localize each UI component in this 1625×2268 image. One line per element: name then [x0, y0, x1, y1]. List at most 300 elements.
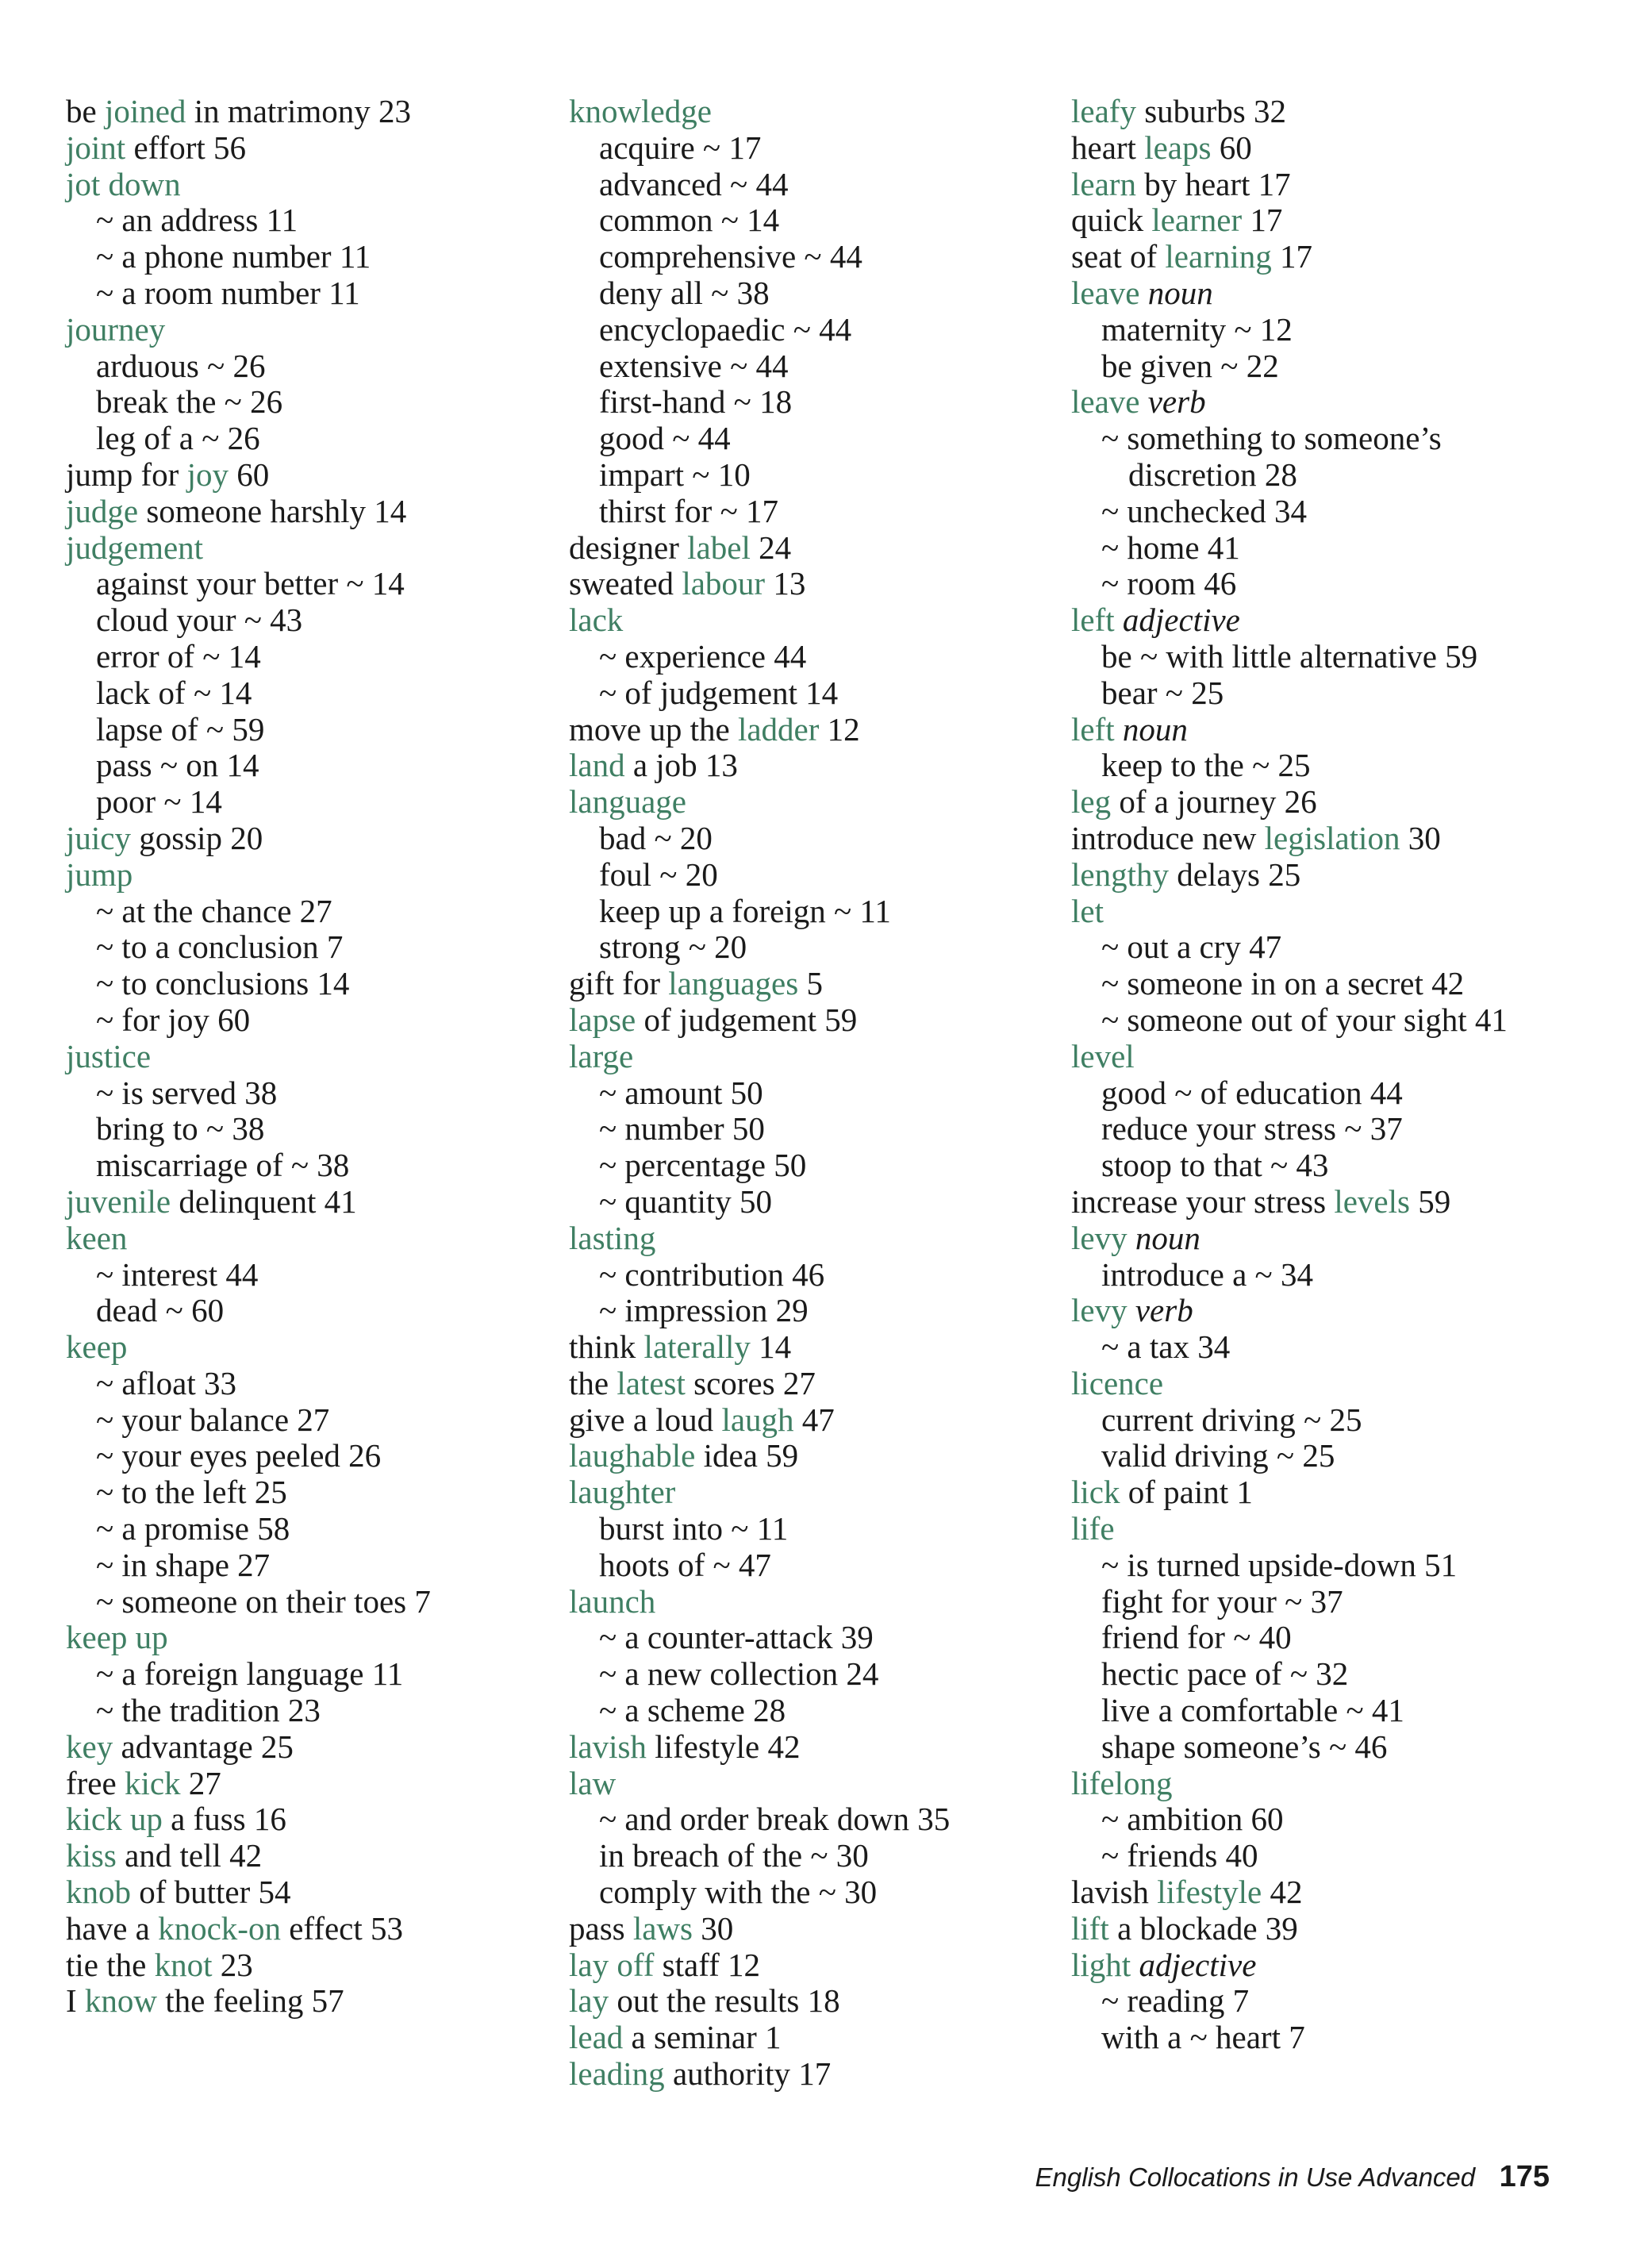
index-subentry: [66, 966, 558, 1002]
entry-text: introduce new: [1071, 819, 1265, 856]
entry-text: maternity ~ 12: [1101, 310, 1293, 348]
entry-text: fight for your ~ 37: [1101, 1582, 1343, 1620]
entry-text: [1131, 1947, 1139, 1983]
headword-text: labour: [682, 565, 766, 602]
index-subentry: [66, 1511, 558, 1547]
headword-text: levels: [1334, 1182, 1410, 1220]
entry-text: ~ is turned upside-down 51: [1101, 1546, 1458, 1583]
entry-text: out the results 18: [609, 1982, 840, 2020]
entry-text: ~ your balance 27: [96, 1401, 330, 1438]
index-subentry: [66, 1293, 558, 1329]
index-headword-entry: [569, 712, 1061, 748]
headword-text: justice: [66, 1037, 152, 1074]
entry-text: suburbs 32: [1135, 93, 1287, 129]
index-subentry: [569, 1801, 1061, 1838]
index-headword-entry: [569, 1438, 1061, 1474]
entry-text: arduous ~ 26: [96, 347, 266, 384]
index-subentry: [1071, 929, 1563, 966]
entry-text: ~ a phone number 11: [96, 238, 371, 275]
headword-text: lift: [1071, 1909, 1109, 1947]
index-subentry: [66, 384, 558, 421]
headword-text: lay: [569, 1982, 609, 2020]
index-subentry: [66, 1257, 558, 1294]
headword-text: lengthy: [1071, 855, 1169, 893]
index-headword-entry: [1071, 602, 1563, 639]
entry-text: ~ interest 44: [96, 1255, 259, 1293]
headword-text: jot down: [66, 165, 181, 202]
index-headword-entry: [1071, 1039, 1563, 1075]
entry-text: bring to ~ 38: [96, 1110, 265, 1147]
entry-text: authority 17: [664, 2055, 832, 2093]
book-title: English Collocations in Use Advanced: [1035, 2162, 1476, 2192]
index-subentry: [1071, 1329, 1563, 1366]
headword-text: leading: [569, 2055, 665, 2093]
index-subentry: [569, 894, 1061, 930]
entry-text: introduce a ~ 34: [1101, 1255, 1313, 1293]
entry-text: give a loud: [569, 1401, 722, 1438]
part-of-speech: noun: [1122, 710, 1188, 748]
index-headword-entry: [66, 530, 558, 567]
index-headword-entry: [1071, 1947, 1563, 1984]
entry-text: 60: [1211, 129, 1252, 166]
entry-text: ~ ambition 60: [1101, 1801, 1284, 1838]
entry-text: [1139, 383, 1147, 420]
index-column-2: [569, 94, 1061, 2093]
entry-text: friend for ~ 40: [1101, 1619, 1292, 1656]
index-headword-entry: [1071, 784, 1563, 821]
index-subentry: [569, 1147, 1061, 1184]
index-headword-entry: [569, 1220, 1061, 1257]
index-subentry: [66, 1366, 558, 1402]
index-subentry: [569, 1511, 1061, 1547]
index-subentry: [569, 421, 1061, 457]
index-subentry: [66, 1402, 558, 1439]
entry-text: 27: [180, 1764, 221, 1801]
headword-text: laterally: [643, 1328, 751, 1366]
entry-text: valid driving ~ 25: [1101, 1437, 1335, 1474]
index-subentry: [569, 130, 1061, 167]
entry-text: ~ an address 11: [96, 202, 298, 239]
entry-text: [1128, 1292, 1135, 1328]
index-subentry: [1071, 1983, 1563, 2020]
headword-text: juicy: [66, 819, 131, 856]
entry-text: ~ out a cry 47: [1101, 928, 1282, 966]
entry-text: keep to the ~ 25: [1101, 747, 1311, 784]
index-subentry: [569, 821, 1061, 857]
entry-text: of a journey 26: [1111, 783, 1317, 821]
index-subentry: [66, 929, 558, 966]
index-subentry: [569, 1693, 1061, 1729]
headword-text: kick up: [66, 1801, 163, 1838]
entry-text: first-hand ~ 18: [599, 383, 793, 421]
headword-text: keep up: [66, 1619, 168, 1656]
entry-text: ~ a counter-attack 39: [599, 1619, 874, 1656]
entry-text: 30: [693, 1909, 734, 1947]
index-headword-entry: [1071, 1474, 1563, 1511]
page-number: 175: [1499, 2160, 1550, 2193]
entry-text: someone harshly 14: [138, 492, 407, 529]
index-headword-entry: [569, 784, 1061, 821]
headword-text: ladder: [737, 710, 820, 748]
index-subentry: [66, 1584, 558, 1620]
entry-text: ~ at the chance 27: [96, 892, 332, 929]
entry-text: [1128, 1220, 1135, 1256]
entry-text: a fuss 16: [162, 1801, 286, 1838]
headword-text: leg: [1071, 783, 1112, 821]
index-subentry: [1071, 675, 1563, 712]
entry-text: jump for: [66, 456, 187, 493]
index-subentry: [66, 784, 558, 821]
entry-text: ~ contribution 46: [599, 1255, 825, 1293]
index-subentry: [1071, 1693, 1563, 1729]
index-subentry: [569, 1547, 1061, 1584]
index-headword-entry: [569, 1947, 1061, 1984]
entry-text: free: [66, 1764, 125, 1801]
entry-text: ~ someone in on a secret 42: [1101, 965, 1465, 1002]
index-subentry: [1071, 566, 1563, 602]
entry-text: comprehensive ~ 44: [599, 238, 862, 275]
headword-text: learner: [1151, 202, 1243, 239]
index-subentry: [569, 348, 1061, 385]
entry-text: ~ a tax 34: [1101, 1328, 1231, 1366]
index-headword-entry: [1071, 1184, 1563, 1220]
entry-text: seat of: [1071, 238, 1166, 275]
index-subentry: [1071, 530, 1563, 567]
headword-text: knock-on: [158, 1909, 281, 1947]
index-headword-entry: [66, 857, 558, 894]
entry-text: 47: [793, 1401, 835, 1438]
entry-text: ~ percentage 50: [599, 1147, 807, 1184]
headword-text: lavish: [569, 1728, 647, 1765]
entry-text: common ~ 14: [599, 202, 780, 239]
index-subentry: [66, 639, 558, 675]
index-headword-entry: [66, 1766, 558, 1802]
entry-text: ~ and order break down 35: [599, 1801, 951, 1838]
entry-text: ~ impression 29: [599, 1292, 809, 1329]
index-subentry: [66, 1002, 558, 1039]
index-subentry: [569, 1620, 1061, 1656]
index-headword-entry: [569, 966, 1061, 1002]
index-headword-entry: [66, 94, 558, 130]
index-headword-entry: [1071, 712, 1563, 748]
index-headword-entry: [1071, 1220, 1563, 1257]
headword-text: label: [687, 529, 751, 566]
index-subentry: [66, 1693, 558, 1729]
entry-text: effect 53: [280, 1909, 404, 1947]
entry-text: of judgement 59: [636, 1001, 858, 1038]
headword-text: laugh: [721, 1401, 794, 1438]
index-headword-entry: [1071, 1911, 1563, 1947]
entry-text: a job 13: [624, 747, 738, 784]
headword-text: kiss: [66, 1837, 117, 1874]
index-subentry: [66, 1147, 558, 1184]
entry-text: [1139, 275, 1147, 311]
index-headword-entry: [569, 748, 1061, 784]
index-headword-entry: [66, 1220, 558, 1257]
entry-text: ~ quantity 50: [599, 1182, 773, 1220]
index-entry-continuation: [1071, 457, 1563, 494]
entry-text: 24: [750, 529, 792, 566]
entry-text: gift for: [569, 965, 669, 1002]
index-subentry: [66, 748, 558, 784]
index-headword-entry: [66, 1801, 558, 1838]
entry-text: think: [569, 1328, 644, 1366]
index-headword-entry: [66, 821, 558, 857]
entry-text: increase your stress: [1071, 1182, 1335, 1220]
entry-text: ~ unchecked 34: [1101, 492, 1307, 529]
headword-text: keen: [66, 1219, 128, 1256]
index-headword-entry: [66, 1620, 558, 1656]
index-subentry: [569, 1874, 1061, 1911]
headword-text: leafy: [1071, 93, 1136, 129]
index-headword-entry: [569, 2020, 1061, 2056]
headword-text: life: [1071, 1510, 1115, 1547]
headword-text: law: [569, 1764, 617, 1801]
headword-text: judgement: [66, 529, 204, 566]
index-headword-entry: [66, 494, 558, 530]
entry-text: advanced ~ 44: [599, 165, 789, 202]
entry-text: in breach of the ~ 30: [599, 1837, 869, 1874]
entry-text: the: [569, 1364, 617, 1401]
entry-text: [1115, 602, 1123, 638]
index-subentry: [569, 384, 1061, 421]
index-headword-entry: [66, 1983, 558, 2020]
index-subentry: [1071, 494, 1563, 530]
part-of-speech: adjective: [1139, 1946, 1257, 1983]
index-subentry: [569, 929, 1061, 966]
entry-text: poor ~ 14: [96, 783, 222, 821]
entry-text: 59: [1409, 1182, 1451, 1220]
entry-text: ~ something to someone’s: [1101, 420, 1442, 457]
index-subentry: [1071, 421, 1563, 457]
index-subentry: [569, 1111, 1061, 1147]
entry-text: sweated: [569, 565, 682, 602]
entry-text: deny all ~ 38: [599, 274, 770, 311]
index-subentry: [569, 312, 1061, 348]
entry-text: ~ home 41: [1101, 529, 1240, 566]
entry-text: ~ someone on their toes 7: [96, 1582, 431, 1620]
index-headword-entry: [569, 1329, 1061, 1366]
entry-text: cloud your ~ 43: [96, 602, 303, 639]
entry-text: [1115, 711, 1123, 748]
index-headword-entry: [569, 1729, 1061, 1766]
entry-text: thirst for ~ 17: [599, 492, 779, 529]
headword-text: land: [569, 747, 625, 784]
index-subentry: [66, 712, 558, 748]
entry-text: with a ~ heart 7: [1101, 2019, 1305, 2056]
index-headword-entry: [66, 1874, 558, 1911]
index-headword-entry: [66, 1947, 558, 1984]
headword-text: learning: [1165, 238, 1272, 275]
entry-text: ~ room 46: [1101, 565, 1237, 602]
index-subentry: [1071, 1584, 1563, 1620]
entry-text: ~ afloat 33: [96, 1364, 237, 1401]
index-subentry: [1071, 1075, 1563, 1112]
headword-text: lick: [1071, 1474, 1120, 1511]
part-of-speech: verb: [1135, 1292, 1193, 1329]
part-of-speech: noun: [1147, 274, 1213, 311]
index-subentry: [66, 1111, 558, 1147]
headword-text: leaps: [1144, 129, 1212, 166]
index-subentry: [1071, 1002, 1563, 1039]
index-headword-entry: [569, 1584, 1061, 1620]
index-subentry: [1071, 1838, 1563, 1874]
entry-text: foul ~ 20: [599, 855, 718, 893]
entry-text: move up the: [569, 710, 738, 748]
index-headword-entry: [569, 1911, 1061, 1947]
index-subentry: [66, 275, 558, 312]
entry-text: heart: [1071, 129, 1145, 166]
headword-text: left: [1071, 710, 1115, 748]
headword-text: joy: [186, 456, 229, 493]
index-headword-entry: [66, 457, 558, 494]
index-subentry: [569, 857, 1061, 894]
entry-text: lack of ~ 14: [96, 674, 252, 711]
index-subentry: [569, 167, 1061, 203]
index-subentry: [569, 1293, 1061, 1329]
headword-text: lead: [569, 2019, 624, 2056]
index-headword-entry: [1071, 94, 1563, 130]
entry-text: bear ~ 25: [1101, 674, 1224, 711]
entry-text: ~ your eyes peeled 26: [96, 1437, 382, 1474]
index-headword-entry: [569, 1474, 1061, 1511]
entry-text: idea 59: [695, 1437, 799, 1474]
index-subentry: [1071, 1402, 1563, 1439]
index-subentry: [66, 421, 558, 457]
entry-text: ~ in shape 27: [96, 1546, 271, 1583]
part-of-speech: noun: [1135, 1219, 1201, 1256]
index-headword-entry: [1071, 239, 1563, 275]
index-subentry: [1071, 1147, 1563, 1184]
index-headword-entry: [1071, 894, 1563, 930]
index-headword-entry: [569, 1039, 1061, 1075]
entry-text: I: [66, 1982, 85, 2020]
headword-text: lasting: [569, 1219, 656, 1256]
index-subentry: [1071, 2020, 1563, 2056]
index-subentry: [569, 1184, 1061, 1220]
index-subentry: [1071, 312, 1563, 348]
index-headword-entry: [569, 1983, 1061, 2020]
entry-text: ~ number 50: [599, 1110, 765, 1147]
entry-text: leg of a ~ 26: [96, 420, 260, 457]
index-headword-entry: [569, 1766, 1061, 1802]
headword-text: levy: [1071, 1219, 1128, 1256]
index-subentry: [569, 1838, 1061, 1874]
headword-text: know: [84, 1982, 158, 2020]
entry-text: 17: [1242, 202, 1283, 239]
index-headword-entry: [569, 566, 1061, 602]
index-subentry: [66, 1547, 558, 1584]
index-subentry: [66, 566, 558, 602]
index-subentry: [66, 1656, 558, 1693]
entry-text: strong ~ 20: [599, 928, 747, 966]
entry-text: stoop to that ~ 43: [1101, 1147, 1329, 1184]
headword-text: joined: [104, 93, 186, 129]
entry-text: 13: [765, 565, 806, 602]
index-headword-entry: [569, 1402, 1061, 1439]
entry-text: ~ experience 44: [599, 637, 807, 675]
headword-text: knowledge: [569, 93, 712, 129]
entry-text: gossip 20: [130, 819, 263, 856]
entry-text: ~ a room number 11: [96, 274, 360, 311]
index-subentry: [66, 348, 558, 385]
entry-text: ~ of judgement 14: [599, 674, 839, 711]
entry-text: current driving ~ 25: [1101, 1401, 1362, 1438]
index-subentry: [1071, 1729, 1563, 1766]
entry-text: encyclopaedic ~ 44: [599, 310, 852, 348]
index-headword-entry: [569, 2056, 1061, 2093]
entry-text: a seminar 1: [623, 2019, 782, 2056]
entry-text: ~ friends 40: [1101, 1837, 1258, 1874]
entry-text: tie the: [66, 1946, 155, 1983]
entry-text: shape someone’s ~ 46: [1101, 1728, 1388, 1765]
headword-text: leave: [1071, 274, 1140, 311]
entry-text: in matrimony 23: [186, 93, 411, 129]
index-headword-entry: [1071, 1366, 1563, 1402]
entry-text: comply with the ~ 30: [599, 1874, 878, 1911]
index-subentry: [569, 202, 1061, 239]
index-subentry: [569, 275, 1061, 312]
entry-text: pass: [569, 1909, 633, 1947]
index-subentry: [1071, 966, 1563, 1002]
entry-text: ~ for joy 60: [96, 1001, 251, 1038]
index-subentry: [1071, 1547, 1563, 1584]
entry-text: scores 27: [685, 1364, 816, 1401]
entry-text: break the ~ 26: [96, 383, 283, 421]
entry-text: be ~ with little alternative 59: [1101, 637, 1478, 675]
entry-text: dead ~ 60: [96, 1292, 225, 1329]
index-subentry: [1071, 348, 1563, 385]
index-headword-entry: [1071, 167, 1563, 203]
headword-text: lifelong: [1071, 1764, 1173, 1801]
headword-text: knot: [154, 1946, 213, 1983]
headword-text: lack: [569, 602, 624, 639]
index-headword-entry: [1071, 1874, 1563, 1911]
index-subentry: [66, 675, 558, 712]
index-headword-entry: [66, 1039, 558, 1075]
headword-text: legislation: [1264, 819, 1400, 856]
index-headword-entry: [66, 312, 558, 348]
index-headword-entry: [569, 94, 1061, 130]
entry-text: 23: [212, 1946, 253, 1983]
entry-text: delinquent 41: [171, 1182, 357, 1220]
index-subentry: [1071, 1801, 1563, 1838]
entry-text: and tell 42: [116, 1837, 263, 1874]
entry-text: delays 25: [1168, 855, 1301, 893]
entry-text: lifestyle 42: [646, 1728, 801, 1765]
index-headword-entry: [1071, 1766, 1563, 1802]
index-subentry: [569, 239, 1061, 275]
headword-text: let: [1071, 892, 1104, 929]
index-headword-entry: [66, 1911, 558, 1947]
index-subentry: [1071, 1438, 1563, 1474]
index-subentry: [569, 494, 1061, 530]
index-subentry: [569, 675, 1061, 712]
entry-text: reduce your stress ~ 37: [1101, 1110, 1403, 1147]
headword-text: laws: [632, 1909, 693, 1947]
headword-text: juvenile: [66, 1182, 171, 1220]
entry-text: ~ a foreign language 11: [96, 1655, 404, 1693]
headword-text: knob: [66, 1874, 131, 1911]
index-subentry: [569, 1075, 1061, 1112]
index-subentry: [66, 1474, 558, 1511]
index-headword-entry: [66, 167, 558, 203]
entry-text: impart ~ 10: [599, 456, 751, 493]
entry-text: live a comfortable ~ 41: [1101, 1692, 1404, 1729]
index-subentry: [1071, 748, 1563, 784]
entry-text: ~ reading 7: [1101, 1982, 1250, 2020]
index-subentry: [66, 602, 558, 639]
